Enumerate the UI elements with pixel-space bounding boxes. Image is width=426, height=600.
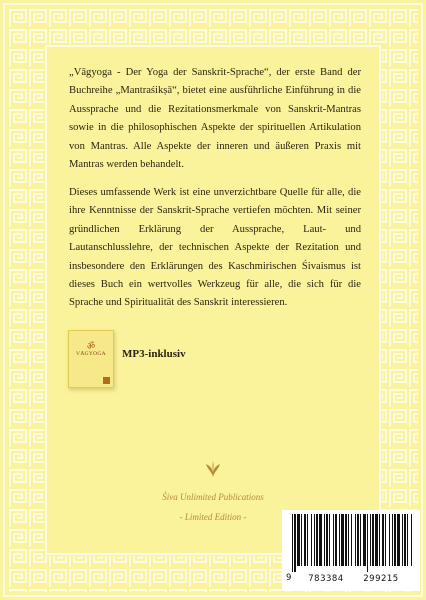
barcode-bar: [319, 514, 322, 566]
barcode-group-1: 783384: [308, 574, 344, 584]
barcode-bar: [382, 514, 384, 566]
barcode-bar: [311, 514, 312, 566]
barcode-bar: [360, 514, 361, 566]
leaf-icon: [203, 459, 223, 479]
mp3-inklusiv-label: MP3-inklusiv: [122, 348, 186, 360]
barcode-bar: [370, 514, 371, 566]
barcode-bar: [335, 514, 337, 566]
barcode-bar: [411, 514, 412, 566]
barcode-bar: [355, 514, 356, 566]
barcode-bar: [339, 514, 340, 566]
barcode-bar: [397, 514, 400, 566]
barcode-bar: [394, 514, 396, 566]
om-symbol-icon: ॐ: [86, 342, 96, 352]
barcode-bar: [367, 514, 368, 572]
barcode-bar: [375, 514, 378, 566]
barcode-bar: [389, 514, 390, 566]
barcode-bar: [304, 514, 306, 566]
barcode-bar: [385, 514, 386, 566]
barcode-bar: [404, 514, 406, 566]
thumbnail-corner-mark: [103, 377, 110, 384]
barcode-bar: [301, 514, 302, 566]
description-paragraph-1: „Vāgyoga - Der Yoga der Sanskrit-Sprache“, der erste Band der Buchreihe „Mantraśikṣā“, bietet eine ausführliche Einführung in die Aussprache und die Rezitationsmerkmale von Sanskrit-Mantras sowie in die philosophischen Aspekte der spirituellen Artikulation von Mantras. Alle Aspekte der inneren und äußeren Praxis mit Mantras werden behandelt.: [69, 67, 361, 171]
barcode-bar: [363, 514, 366, 566]
isbn-barcode: [282, 510, 420, 591]
barcode-group-2: 299215: [363, 574, 399, 584]
barcode-bars: [292, 514, 412, 572]
publisher-name: Śiva Unlimited Publications: [162, 492, 264, 502]
barcode-bar: [294, 514, 296, 572]
barcode-bar: [316, 514, 318, 566]
barcode-bar: [357, 514, 359, 566]
barcode-bar: [402, 514, 403, 566]
barcode-bar: [324, 514, 325, 566]
description-paragraph-2: Dieses umfassende Werk ist eine unverzichtbare Quelle für alle, die ihre Kenntnisse der Sanskrit-Sprache vertiefen möchten. Mit seiner gründlichen Erklärung der Aussprache, Laut- und Lautanschlusslehre, der technischen Aspekte der Rezitation und insbesondere den Erklärungen des Kaschmirischen Śivaismus ist dieses Buch ein wertvolles Werkzeug für alle, die sich für die Sprache und Spiritualität des Sanskrit interessieren.: [69, 187, 361, 309]
barcode-bar: [341, 514, 344, 566]
barcode-bar: [292, 514, 293, 572]
book-thumbnail-title: VĀGYOGA: [76, 351, 106, 357]
barcode-bar: [333, 514, 334, 566]
barcode-bar: [326, 514, 328, 566]
barcode-bar: [348, 514, 349, 566]
barcode-first-digit: 9: [286, 573, 292, 583]
book-cover-thumbnail: [68, 330, 114, 388]
barcode-bar: [297, 514, 300, 566]
barcode-bar: [372, 514, 374, 566]
barcode-bar: [351, 514, 352, 566]
barcode-bar: [329, 514, 330, 566]
barcode-bar: [379, 514, 380, 566]
barcode-bar: [407, 514, 408, 566]
barcode-bar: [314, 514, 315, 566]
barcode-bar: [345, 514, 347, 566]
edition-note: - Limited Edition -: [179, 512, 247, 522]
barcode-bar: [392, 514, 393, 566]
barcode-bar: [307, 514, 308, 566]
